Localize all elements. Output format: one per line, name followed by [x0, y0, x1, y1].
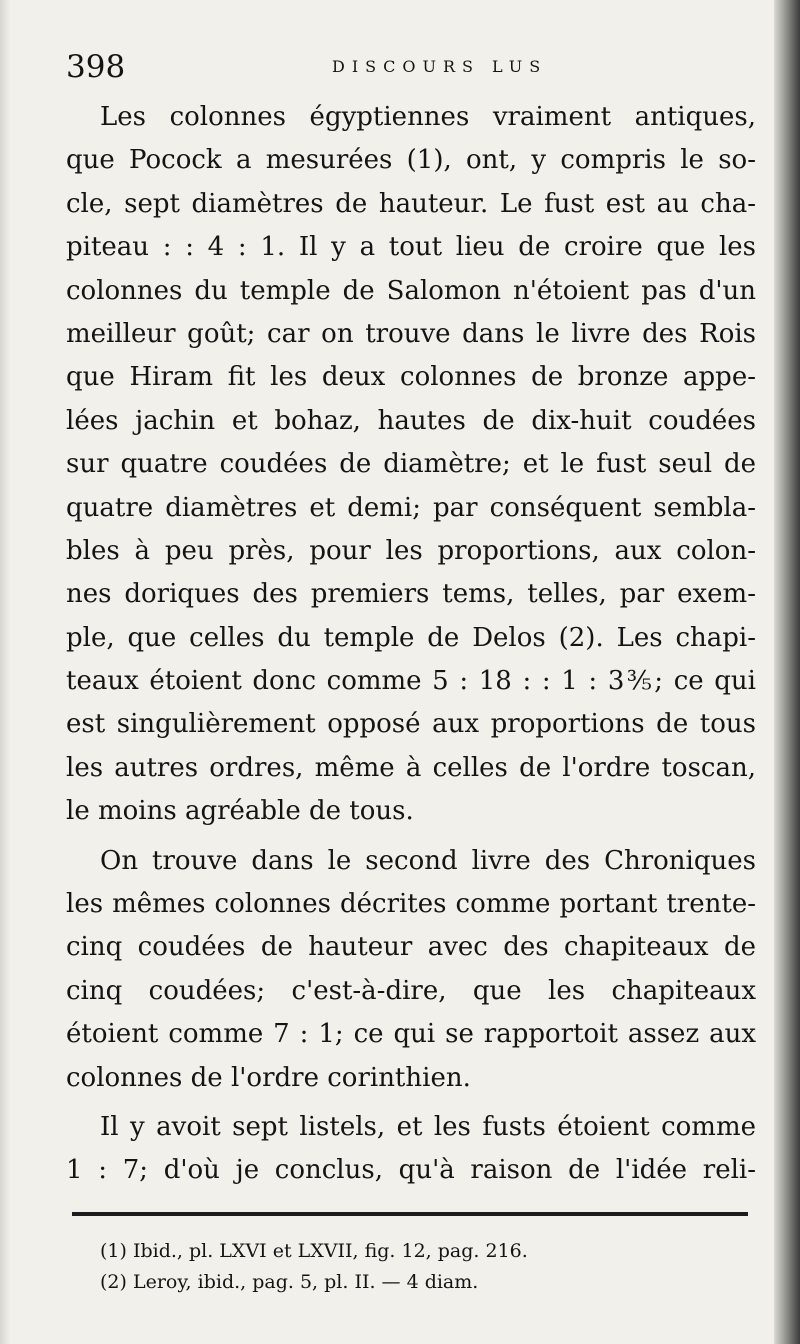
- text-line: nes doriques des premiers tems, telles, par exem-: [66, 579, 756, 610]
- paragraph: [66, 96, 756, 834]
- page-right-shadow: [774, 0, 800, 1344]
- text-line: bles à peu près, pour les proportions, aux colon-: [66, 535, 756, 566]
- text-line: teaux étoient donc comme 5 : 18 : : 1 : 3⅗; ce qui: [66, 666, 756, 697]
- text-line: 1 : 7; d'où je conclus, qu'à raison de l'idée reli-: [66, 1155, 756, 1186]
- page-header: [66, 44, 756, 90]
- text-line: piteau : : 4 : 1. Il y a tout lieu de croire que les: [66, 232, 756, 263]
- footnote: (2) Leroy, ibid., pag. 5, pl. II. — 4 diam.: [100, 1271, 479, 1293]
- text-line: que Hiram fit les deux colonnes de bronze appe-: [66, 362, 756, 393]
- text-line: colonnes de l'ordre corinthien.: [66, 1062, 471, 1093]
- running-head: DISCOURS LUS: [332, 57, 548, 76]
- text-line: ple, que celles du temple de Delos (2). Les chapi-: [66, 622, 756, 653]
- text-line: étoient comme 7 : 1; ce qui se rapportoit assez aux: [66, 1019, 756, 1050]
- text-line: meilleur goût; car on trouve dans le livre des Rois: [66, 318, 756, 349]
- paragraph: [66, 840, 756, 1100]
- text-line: colonnes du temple de Salomon n'étoient pas d'un: [66, 275, 756, 306]
- text-line: Il y avoit sept listels, et les fusts étoient comme: [100, 1111, 756, 1142]
- text-line: sur quatre coudées de diamètre; et le fust seul de: [66, 449, 756, 480]
- page-number: 398: [66, 49, 126, 85]
- text-line: On trouve dans le second livre des Chroniques: [100, 845, 756, 876]
- text-line: le moins agréable de tous.: [66, 796, 414, 827]
- text-line: les mêmes colonnes décrites comme portant trente-: [66, 889, 756, 920]
- text-line: cinq coudées de hauteur avec des chapiteaux de: [66, 932, 756, 963]
- body-text: [66, 96, 756, 1193]
- text-line: lées jachin et bohaz, hautes de dix-huit coudées: [66, 405, 756, 436]
- text-line: cle, sept diamètres de hauteur. Le fust est au cha-: [66, 188, 756, 219]
- text-line: cinq coudées; c'est-à-dire, que les chapiteaux: [66, 975, 756, 1006]
- text-line: les autres ordres, même à celles de l'ordre toscan,: [66, 752, 756, 783]
- footnote-rule: [72, 1212, 748, 1216]
- page-left-shadow: [0, 0, 10, 1344]
- text-line: quatre diamètres et demi; par conséquent sembla-: [66, 492, 756, 523]
- paragraph: [66, 1106, 756, 1193]
- text-line: est singulièrement opposé aux proportions de tous: [66, 709, 756, 740]
- footnotes: [100, 1236, 750, 1298]
- text-line: que Pocock a mesurées (1), ont, y compris le so-: [66, 145, 756, 176]
- text-line: Les colonnes égyptiennes vraiment antiques,: [100, 102, 756, 132]
- footnote: (1) Ibid., pl. LXVI et LXVII, fig. 12, pag. 216.: [100, 1240, 528, 1262]
